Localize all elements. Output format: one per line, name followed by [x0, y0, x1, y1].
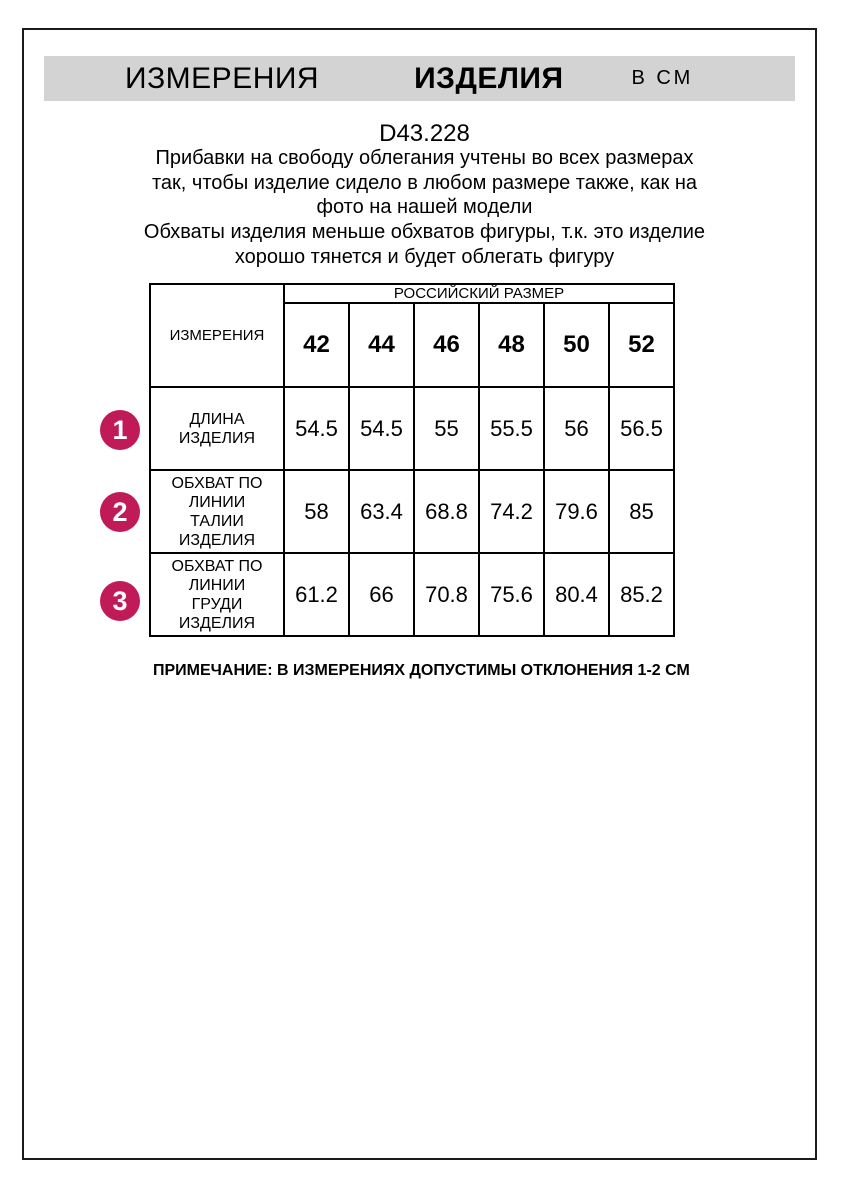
intro-paragraph-fit	[0, 146, 849, 220]
size-header-48: 48	[479, 303, 544, 387]
cell-value: 56.5	[609, 387, 674, 470]
header-units-label: В СМ	[631, 67, 694, 89]
size-header-42: 42	[284, 303, 349, 387]
row-badge: 3	[100, 581, 140, 621]
cell-value: 74.2	[479, 470, 544, 553]
header-title-measurements: ИЗМЕРЕНИЯ	[125, 61, 320, 95]
size-table	[149, 283, 675, 637]
intro-paragraph-stretch	[0, 220, 849, 269]
cell-value: 55.5	[479, 387, 544, 470]
size-header-44: 44	[349, 303, 414, 387]
intro-paragraph-fit-line: так, чтобы изделие сидело в любом размере также, как на	[151, 171, 698, 194]
cell-value: 56	[544, 387, 609, 470]
page-header-bar	[44, 56, 795, 101]
intro-paragraph-fit-line: фото на нашей модели	[316, 196, 533, 218]
row-label-chest: ОБХВАТ ПО ЛИНИИ ГРУДИ ИЗДЕЛИЯ	[150, 553, 284, 636]
size-header-50: 50	[544, 303, 609, 387]
size-header-46: 46	[414, 303, 479, 387]
measure-column-header: ИЗМЕРЕНИЯ	[150, 284, 284, 387]
cell-value: 66	[349, 553, 414, 636]
cell-value: 85.2	[609, 553, 674, 636]
header-title-product: ИЗДЕЛИЯ	[414, 61, 564, 95]
table-row-chest	[150, 553, 674, 636]
intro-paragraph-stretch-line: Обхваты изделия меньше обхватов фигуры, т.к. это изделие	[143, 221, 706, 243]
cell-value: 61.2	[284, 553, 349, 636]
cell-value: 75.6	[479, 553, 544, 636]
intro-paragraph-fit-line: Прибавки на свободу облегания учтены во всех размерах	[155, 147, 694, 169]
cell-value: 85	[609, 470, 674, 553]
table-row-length	[150, 387, 674, 470]
row-badge: 1	[100, 410, 140, 450]
article-code: D43.228	[379, 120, 470, 147]
cell-value: 70.8	[414, 553, 479, 636]
table-row-waist	[150, 470, 674, 553]
intro-paragraph-stretch-line: хорошо тянется и будет облегать фигуру	[234, 245, 615, 268]
cell-value: 55	[414, 387, 479, 470]
cell-value: 68.8	[414, 470, 479, 553]
size-group-header-row	[150, 284, 674, 303]
tolerance-note: ПРИМЕЧАНИЕ: В ИЗМЕРЕНИЯХ ДОПУСТИМЫ ОТКЛОНЕНИЯ 1-2 СМ	[153, 662, 690, 679]
cell-value: 54.5	[284, 387, 349, 470]
cell-value: 58	[284, 470, 349, 553]
cell-value: 63.4	[349, 470, 414, 553]
row-label-waist: ОБХВАТ ПО ЛИНИИ ТАЛИИ ИЗДЕЛИЯ	[150, 470, 284, 553]
size-group-header: РОССИЙСКИЙ РАЗМЕР	[284, 284, 674, 303]
row-label-length: ДЛИНА ИЗДЕЛИЯ	[150, 387, 284, 470]
cell-value: 80.4	[544, 553, 609, 636]
size-header-52: 52	[609, 303, 674, 387]
cell-value: 54.5	[349, 387, 414, 470]
row-badge: 2	[100, 492, 140, 532]
cell-value: 79.6	[544, 470, 609, 553]
